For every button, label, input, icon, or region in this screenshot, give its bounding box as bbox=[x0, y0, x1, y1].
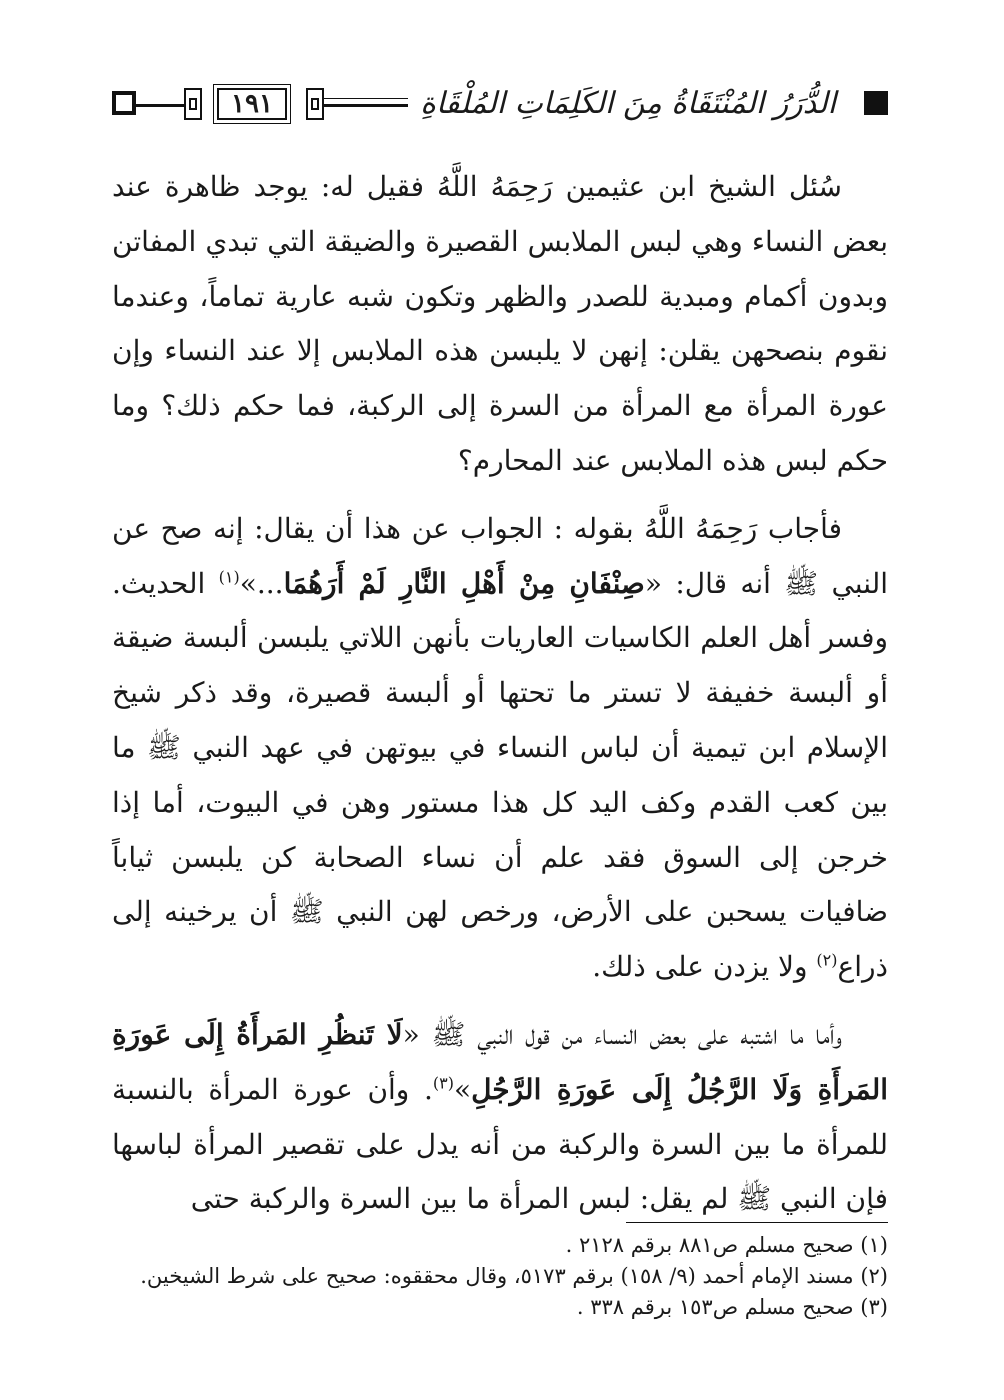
text-run: » bbox=[453, 1072, 472, 1106]
square-ornament-icon bbox=[864, 91, 888, 115]
main-text bbox=[112, 160, 888, 1240]
footnotes bbox=[112, 1230, 888, 1323]
text-run: . وأن عورة المرأة بالنسبة للمرأة ما بين السرة والركبة من أنه يدل على تقصير المرأة لباسها فإن النبي ﷺ لم يقل: لبس المرأة ما بين السرة والركبة حتى bbox=[112, 1072, 888, 1216]
page-number-box bbox=[200, 84, 304, 124]
hadith-quote: لَا تَنظُرِ المَرأَةُ إِلَى عَورَةِ المَرأَةِ وَلَا الرَّجُلُ إِلَى عَورَةِ الرَّجُلِ bbox=[112, 1017, 889, 1106]
page-number: ١٩١ bbox=[217, 88, 287, 120]
paragraph-2 bbox=[112, 502, 888, 995]
text-run: فأجاب رَحِمَهُ اللَّهُ بقوله : الجواب عن هذا أن يقال: إنه صح عن النبي ﷺ أنه قال: « bbox=[112, 511, 888, 600]
footnote-2: (٢) مسند الإمام أحمد (٩/ ١٥٨) برقم ٥١٧٣، وقال محققوه: صحيح على شرط الشيخين. bbox=[140, 1264, 888, 1288]
footnote-ref: (٣) bbox=[432, 1073, 454, 1093]
square-ornament-icon bbox=[112, 91, 136, 115]
header-rule bbox=[136, 104, 186, 107]
paragraph-3 bbox=[112, 1008, 888, 1227]
text-run: ...» bbox=[239, 566, 284, 600]
footnote-rule bbox=[626, 1222, 888, 1223]
footnote-3: (٣) صحيح مسلم ص١٥٣ برقم ٣٣٨ . bbox=[576, 1295, 888, 1319]
footnote-1: (١) صحيح مسلم ص٨٨١ برقم ٢١٢٨ . bbox=[565, 1233, 888, 1257]
fret-ornament-icon bbox=[306, 88, 324, 120]
paragraph-1 bbox=[112, 160, 888, 489]
header-rule bbox=[324, 98, 414, 99]
text-run: سُئل الشيخ ابن عثيمين رَحِمَهُ اللَّهُ فقيل له: يوجد ظاهرة عند بعض النساء وهي لبس الملابس القصيرة والضيقة التي تبدي المفاتن وبدون أكمام ومبدية للصدر والظهر وتكون شبه عارية تماماً، وعندما نقوم بنصحهن يقلن: إنهن لا يلبسن هذه الملابس إلا عند النساء وإن عورة المرأة مع المرأة من السرة إلى الركبة، فما حكم ذلك؟ وما حكم لبس هذه الملابس عند المحارم؟ bbox=[112, 170, 889, 477]
text-run: ولا يزدن على ذلك. bbox=[592, 950, 817, 984]
text-run: وأما ما اشتبه على بعض النساء من قول النبي ﷺ « bbox=[402, 1017, 843, 1051]
book-title: الدُّرَرُ المُنْتَقَاةُ مِنَ الكَلِمَاتِ المُلْقَاةِ bbox=[408, 78, 848, 128]
text-run: الحديث. وفسر أهل العلم الكاسيات العاريات بأنهن اللاتي يلبسن ألبسة ضيقة أو ألبسة خفيفة لا تستر ما تحتها أو ألبسة قصيرة، وقد ذكر شيخ الإسلام ابن تيمية أن لباس النساء في بيوتهن في عهد النبي ﷺ ما بين كعب القدم وكف اليد كل هذا مستور وهن في البيوت، أما إذا خرجن إلى السوق فقد علم أن نساء الصحابة كن يلبسن ثياباً ضافيات يسحبن على الأرض، ورخص لهن النبي ﷺ أن يرخينه إلى ذراع bbox=[112, 566, 888, 984]
hadith-quote: صِنْفَانِ مِنْ أَهْلِ النَّارِ لَمْ أَرَهُمَا bbox=[283, 566, 645, 600]
footnote-ref: (٢) bbox=[816, 950, 838, 970]
footnote-ref: (١) bbox=[218, 567, 240, 587]
page-header bbox=[112, 78, 888, 128]
